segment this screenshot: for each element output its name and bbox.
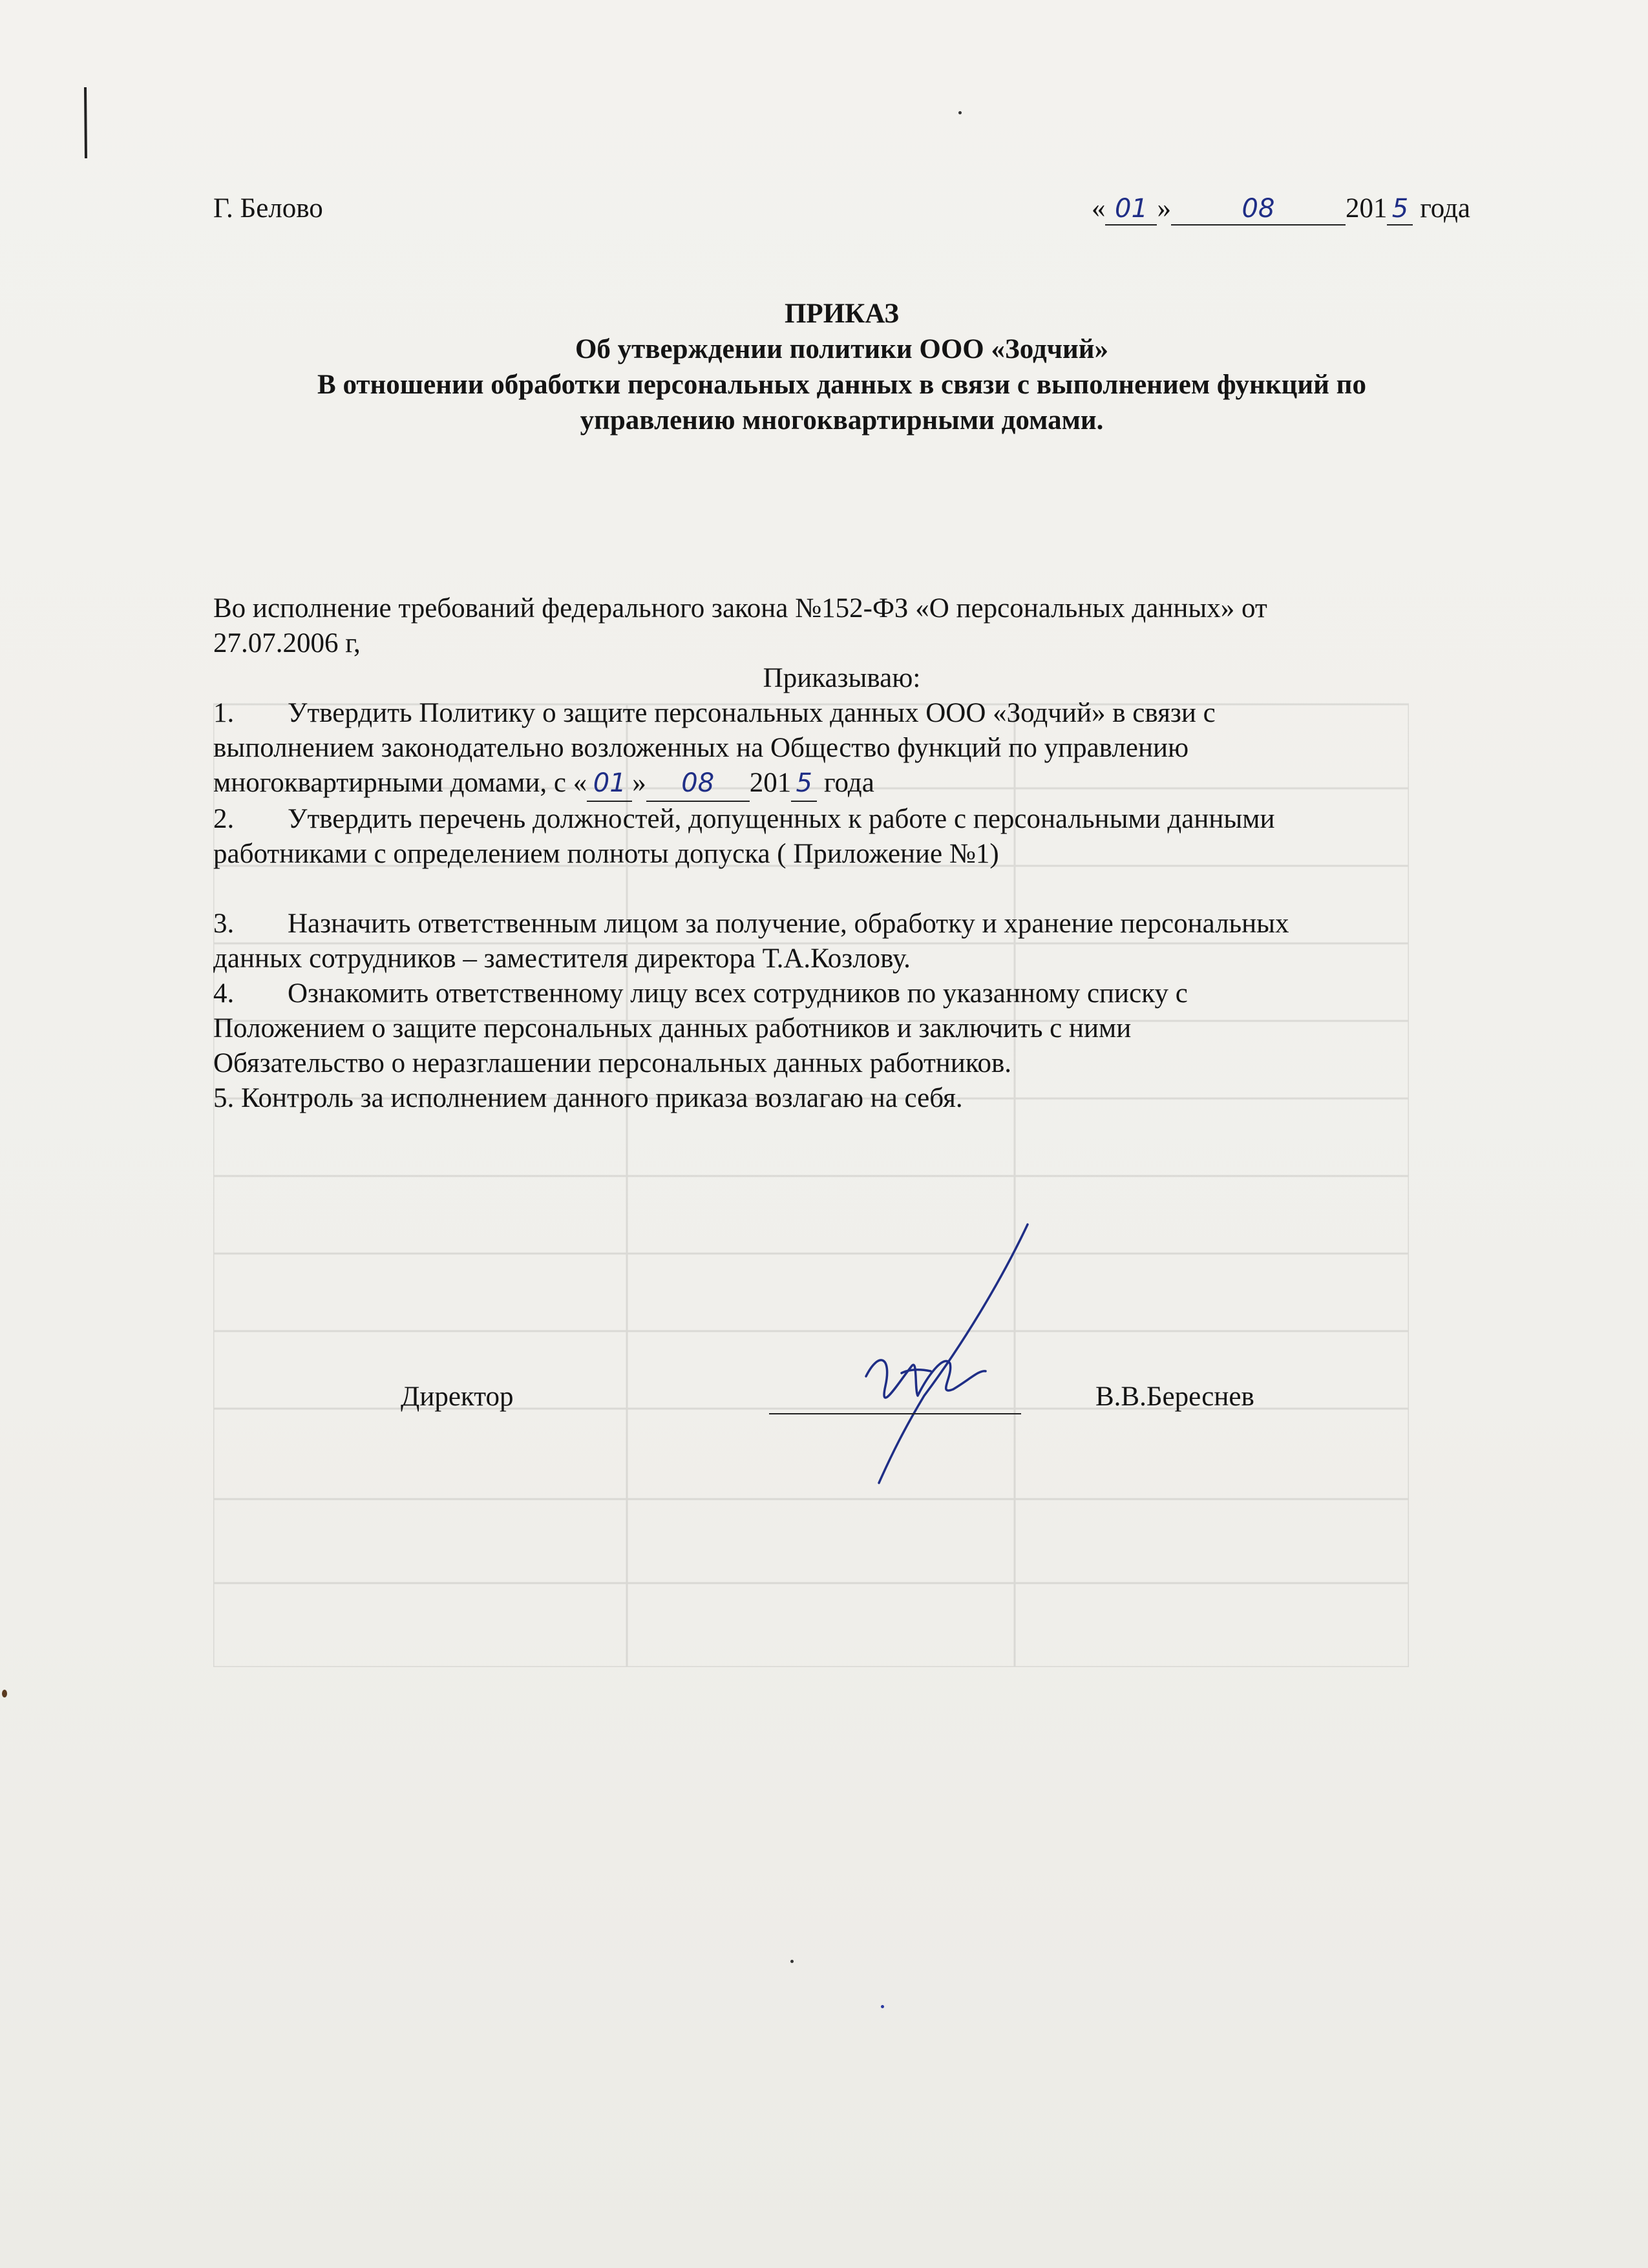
item-4 xyxy=(213,976,1470,1011)
item-4-number: 4. xyxy=(213,978,235,1009)
item-3-line-2: данных сотрудников – заместителя директора Т.А.Козлову. xyxy=(213,943,911,974)
date-year-prefix: 201 xyxy=(1345,193,1388,224)
item-1-line-1: Утвердить Политику о защите персональных данных ООО «Зодчий» в связи с xyxy=(288,698,1216,728)
title-subject-cont: В отношении обработки персональных данных в связи с выполнением функций по xyxy=(317,370,1366,400)
item-1-text-b: » xyxy=(632,768,646,798)
date-year-field xyxy=(1387,193,1413,226)
document-header xyxy=(213,193,1470,231)
paragraph-gap xyxy=(213,872,1470,907)
city-name: Г. Белово xyxy=(213,193,323,224)
item-4-line-2: Положением о защите персональных данных работников и заключить с ними xyxy=(213,1013,1132,1044)
paper-speck xyxy=(881,2005,884,2008)
signatory-position: Директор xyxy=(401,1381,514,1412)
title-subject-end: управлению многоквартирными домами. xyxy=(580,405,1104,436)
signatory-name: В.В.Береснев xyxy=(1095,1381,1254,1412)
paper-speck xyxy=(958,111,962,114)
item-1-month-field xyxy=(646,766,750,802)
date-open-quote: « xyxy=(1091,193,1106,224)
item-2 xyxy=(213,802,1470,837)
item-1-year-handwritten: 5 xyxy=(796,768,812,798)
date-month-handwritten: 08 xyxy=(1241,194,1275,224)
signature-block xyxy=(213,1373,1470,1418)
item-5: 5. Контроль за исполнением данного приказа возлагаю на себя. xyxy=(213,1083,963,1113)
intro-line-1: Во исполнение требований федерального закона №152-ФЗ «О персональных данных» от xyxy=(213,593,1267,624)
intro-line-2: 27.07.2006 г, xyxy=(213,628,361,658)
margin-pen-mark xyxy=(83,87,89,162)
order-word: Приказываю: xyxy=(763,663,921,693)
item-1-year-prefix: 201 xyxy=(749,768,792,798)
item-2-line-1: Утвердить перечень должностей, допущенных к работе с персональными данными xyxy=(288,804,1275,834)
item-1-line-3 xyxy=(213,766,1470,802)
order-title xyxy=(213,296,1470,438)
item-1-year-field xyxy=(791,766,817,802)
signature-line xyxy=(769,1413,1021,1414)
item-3-line-1: Назначить ответственным лицом за получение, обработку и хранение персональных xyxy=(288,908,1289,939)
item-2-number: 2. xyxy=(213,804,235,834)
item-3 xyxy=(213,907,1470,941)
date-month-field xyxy=(1171,193,1346,226)
document-date xyxy=(1092,193,1470,226)
item-2-line-2: работниками с определением полноты допуска ( Приложение №1) xyxy=(213,839,999,869)
paper-speck xyxy=(790,1960,794,1963)
item-1-day-handwritten: 01 xyxy=(593,768,626,798)
item-1-day-field xyxy=(587,766,632,802)
item-4-line-3: Обязательство о неразглашении персональных данных работников. xyxy=(213,1048,1012,1078)
order-body xyxy=(213,591,1470,1116)
date-day-field xyxy=(1105,193,1157,226)
date-year-handwritten: 5 xyxy=(1391,194,1409,224)
paper-speck xyxy=(2,1690,7,1697)
date-suffix: года xyxy=(1420,193,1470,224)
item-1-text-a: многоквартирными домами, с « xyxy=(213,768,587,798)
item-1 xyxy=(213,696,1470,731)
title-order-word: ПРИКАЗ xyxy=(784,299,900,329)
title-subject: Об утверждении политики ООО «Зодчий» xyxy=(575,334,1109,364)
date-day-handwritten: 01 xyxy=(1115,194,1148,224)
handwritten-signature xyxy=(840,1221,1060,1493)
item-3-number: 3. xyxy=(213,908,235,939)
item-1-number: 1. xyxy=(213,698,235,728)
item-4-line-1: Ознакомить ответственному лицу всех сотрудников по указанному списку с xyxy=(288,978,1188,1009)
item-1-line-2: выполнением законодательно возложенных на Общество функций по управлению xyxy=(213,733,1189,763)
item-1-text-c: года xyxy=(817,768,874,798)
date-close-quote: » xyxy=(1157,193,1171,224)
item-1-month-handwritten: 08 xyxy=(681,768,715,798)
